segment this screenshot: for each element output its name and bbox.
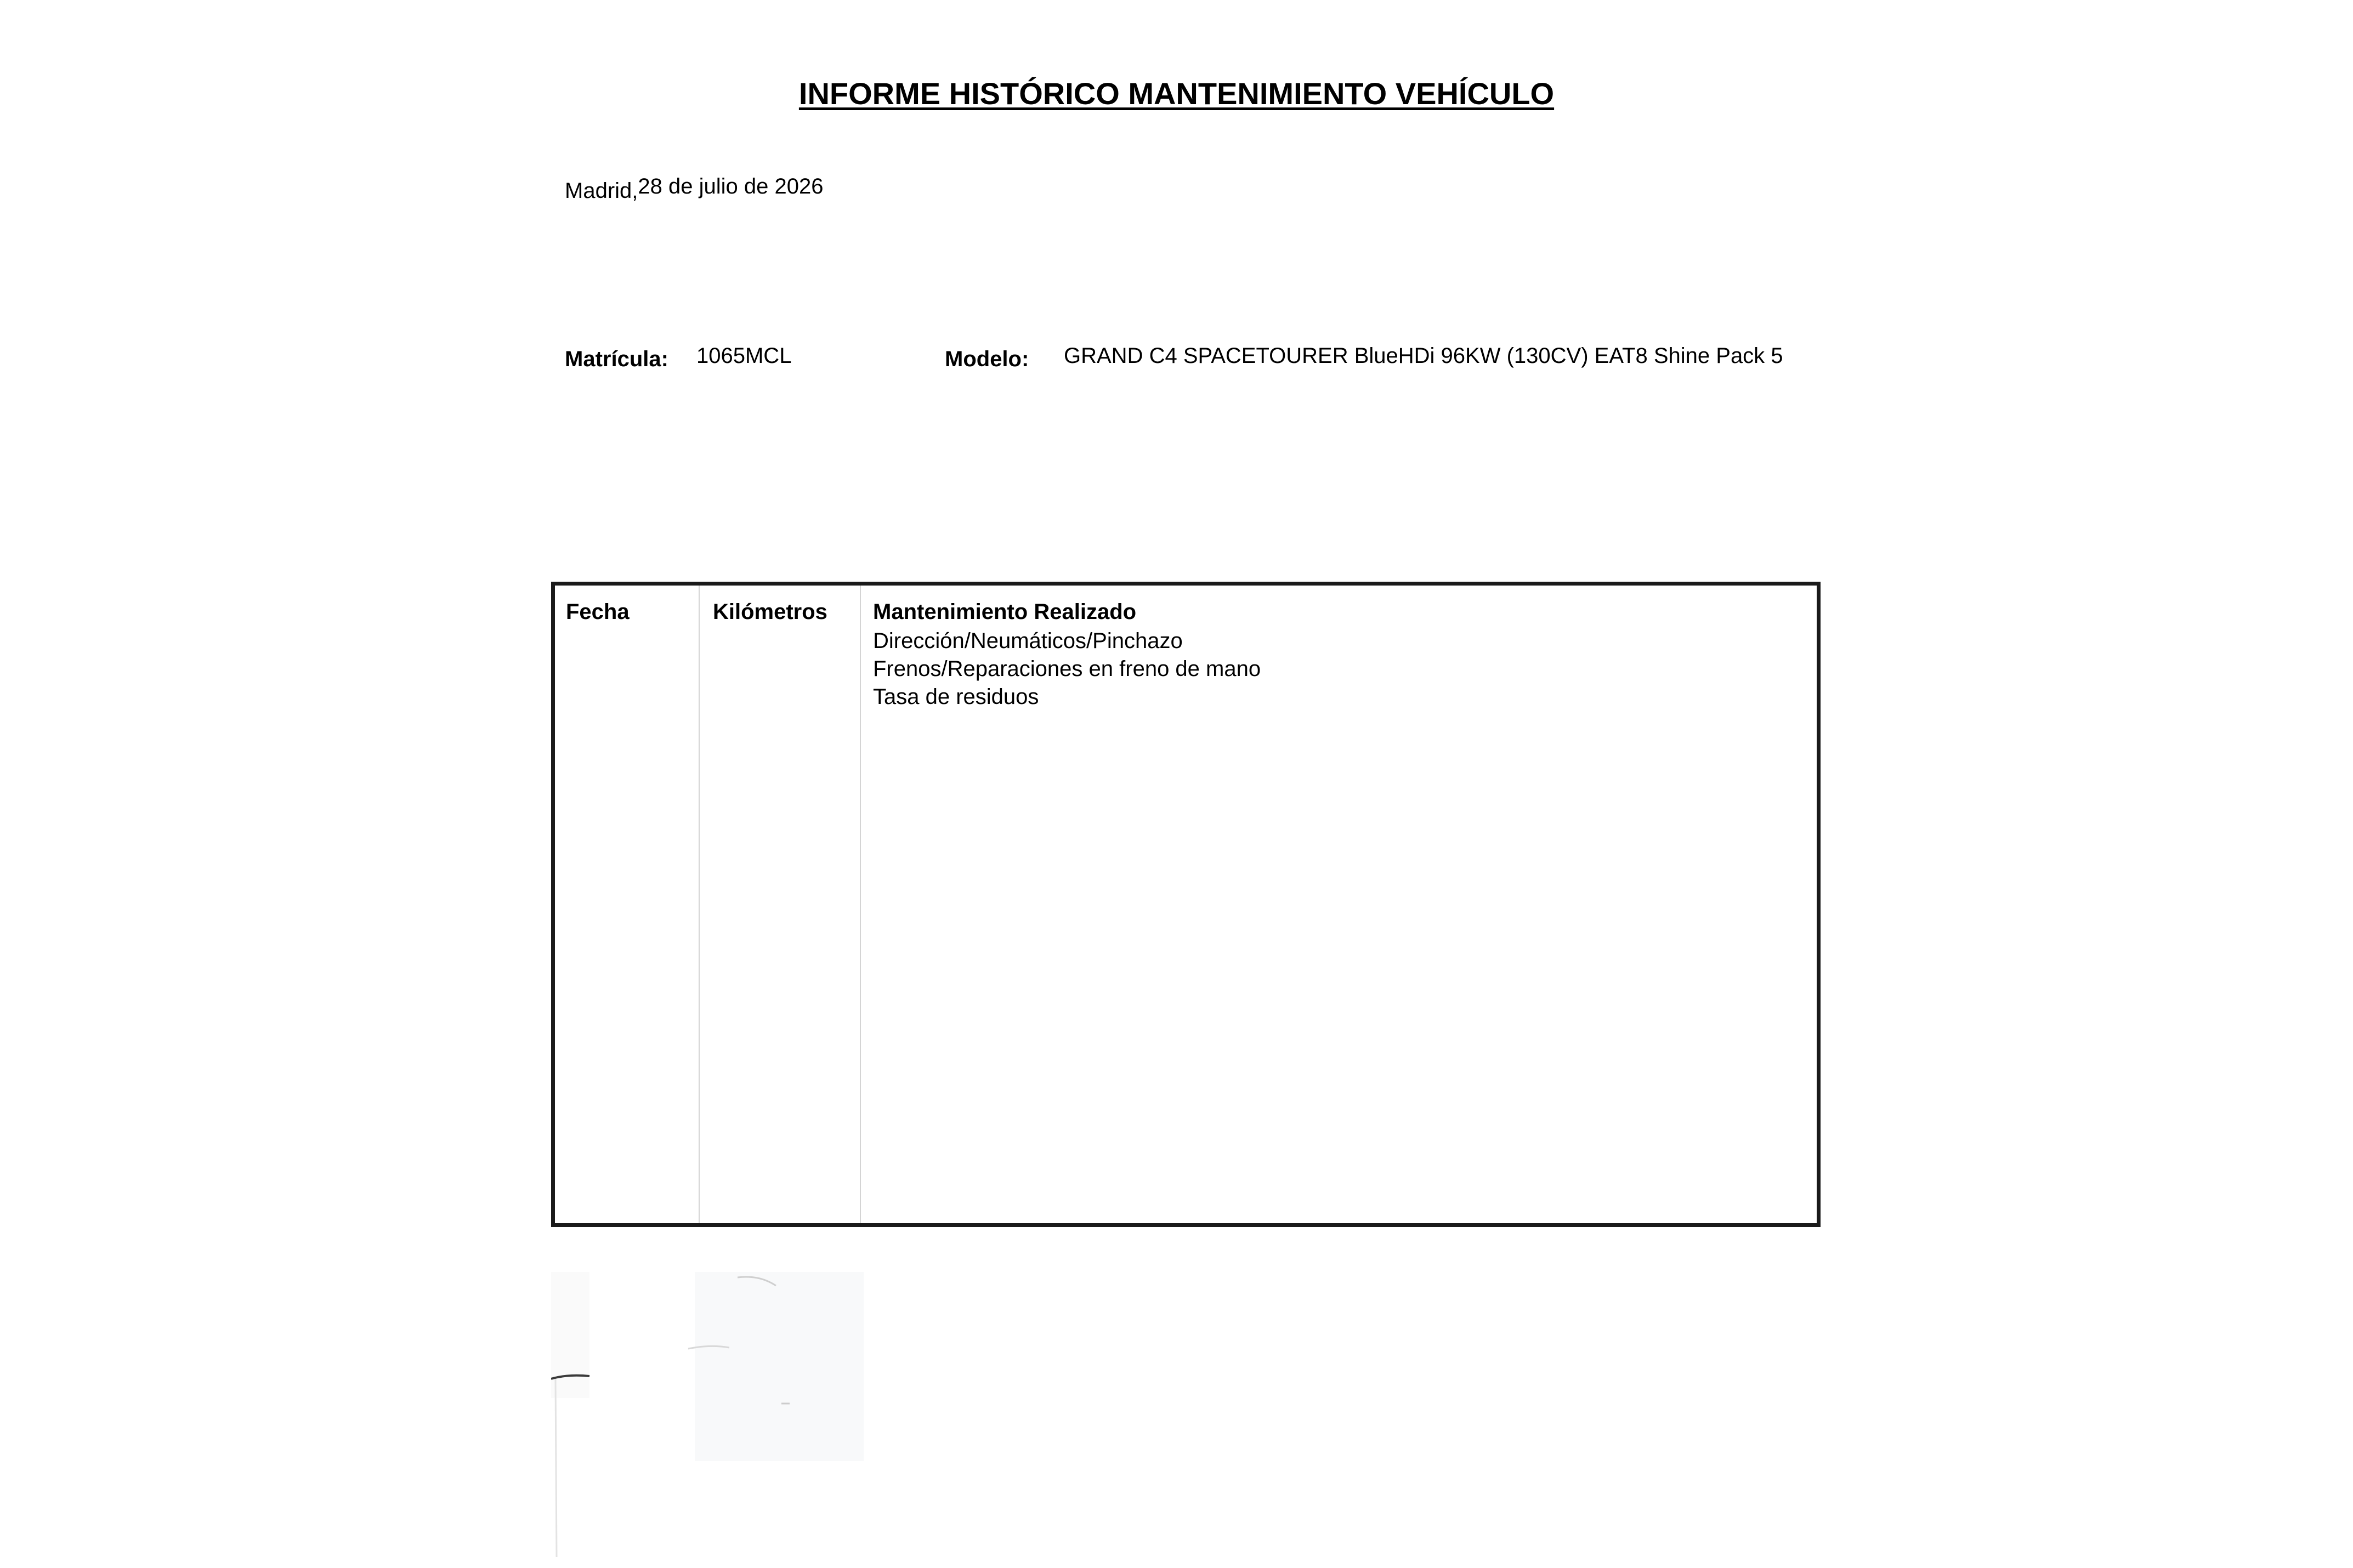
document-title: INFORME HISTÓRICO MANTENIMIENTO VEHÍCULO bbox=[798, 76, 1555, 111]
header-mantenimiento: Mantenimiento Realizado bbox=[873, 600, 1137, 624]
column-divider bbox=[860, 586, 861, 1223]
plate-value: 1065MCL bbox=[696, 344, 792, 368]
plate-label: Matrícula: bbox=[565, 347, 668, 371]
header-fecha: Fecha bbox=[566, 600, 630, 624]
place-date-line bbox=[565, 174, 824, 203]
model-label: Modelo: bbox=[945, 347, 1029, 371]
column-divider bbox=[699, 586, 700, 1223]
maintenance-item: Dirección/Neumáticos/Pinchazo bbox=[873, 629, 1183, 653]
header-kilometros: Kilómetros bbox=[713, 600, 827, 624]
report-date: 28 de julio de 2026 bbox=[638, 174, 824, 198]
maintenance-item: Tasa de residuos bbox=[873, 685, 1039, 709]
faded-scan-artifact bbox=[551, 1272, 864, 1557]
model-value: GRAND C4 SPACETOURER BlueHDi 96KW (130CV) EAT8 Shine Pack 5 bbox=[1064, 344, 1783, 368]
city-label: Madrid, bbox=[565, 179, 638, 203]
maintenance-table bbox=[551, 582, 1821, 1227]
maintenance-item: Frenos/Reparaciones en freno de mano bbox=[873, 657, 1261, 681]
maintenance-items bbox=[873, 627, 1261, 711]
